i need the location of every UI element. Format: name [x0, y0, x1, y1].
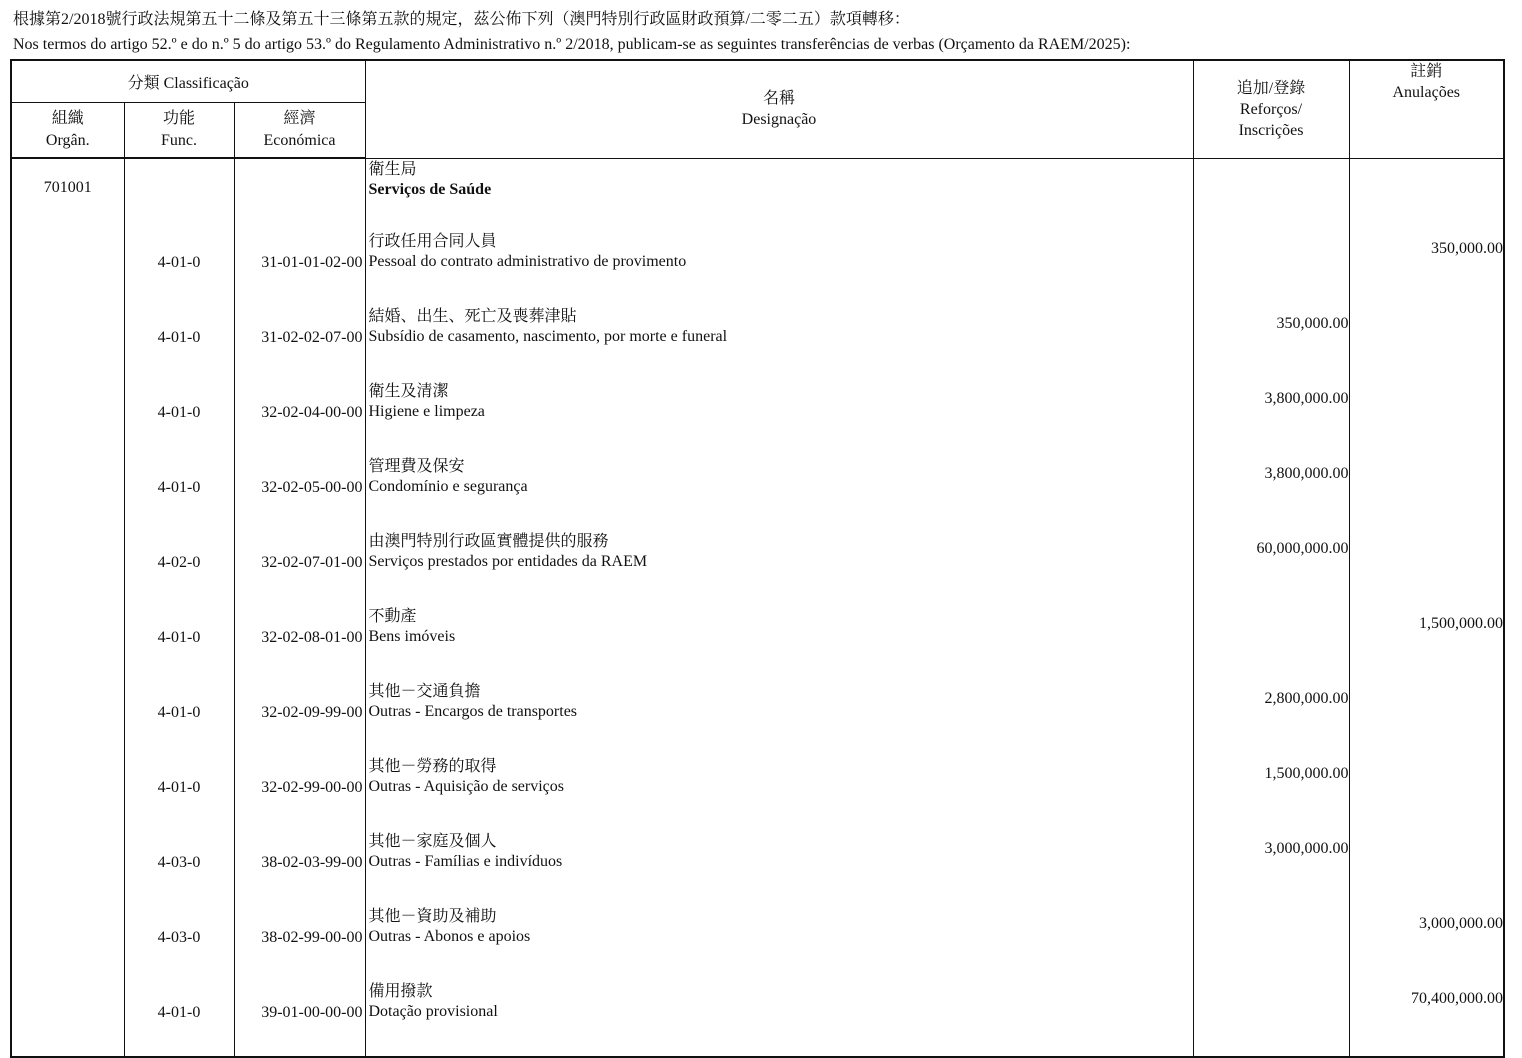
table-row — [11, 231, 1504, 306]
cancellation-amount: 3,000,000.00 — [1349, 906, 1504, 981]
designation-cell — [365, 981, 1193, 1057]
designation-zh: 備用撥款 — [368, 983, 433, 1000]
reinforcement-amount — [1193, 906, 1349, 981]
economic-code: 38-02-99-00-00 — [234, 906, 365, 981]
budget-transfer-table — [10, 59, 1505, 1058]
organ-cell — [11, 531, 124, 606]
organ-designation — [365, 158, 1193, 231]
cancellation-amount: 1,500,000.00 — [1349, 606, 1504, 681]
cancellations-header-pt: Anulações — [1392, 84, 1461, 101]
economic-code: 32-02-08-01-00 — [234, 606, 365, 681]
economic-code: 32-02-07-01-00 — [234, 531, 365, 606]
designation-cell — [365, 831, 1193, 906]
table-row — [11, 906, 1504, 981]
cancellations-header-zh: 註銷 — [1410, 63, 1443, 80]
function-code: 4-01-0 — [124, 756, 234, 831]
designation-zh: 衛生及清潔 — [368, 383, 449, 400]
cancellation-amount — [1349, 831, 1504, 906]
empty-cell — [124, 158, 234, 231]
function-header-pt: Func. — [161, 132, 197, 149]
designation-pt: Bens imóveis — [368, 628, 456, 645]
cancellation-amount — [1349, 456, 1504, 531]
organ-cell — [11, 231, 124, 306]
designation-zh: 由澳門特別行政區實體提供的服務 — [368, 533, 609, 550]
designation-header-zh: 名稱 — [762, 90, 795, 108]
table-header — [11, 60, 1504, 158]
function-code: 4-01-0 — [124, 306, 234, 381]
designation-pt: Outras - Abonos e apoios — [368, 928, 531, 945]
organ-name-pt: Serviços de Saúde — [368, 180, 492, 198]
organ-cell — [11, 681, 124, 756]
economic-code: 31-01-01-02-00 — [234, 231, 365, 306]
designation-pt: Serviços prestados por entidades da RAEM — [368, 553, 648, 570]
reinforcement-amount: 3,000,000.00 — [1193, 831, 1349, 906]
table-row — [11, 756, 1504, 831]
designation-pt: Higiene e limpeza — [368, 403, 485, 420]
reinforcement-amount — [1193, 606, 1349, 681]
designation-cell — [365, 681, 1193, 756]
designation-pt: Outras - Aquisição de serviços — [368, 778, 565, 795]
designation-pt: Outras - Encargos de transportes — [368, 703, 578, 720]
function-code: 4-02-0 — [124, 531, 234, 606]
reinforcement-amount: 3,800,000.00 — [1193, 381, 1349, 456]
table-row — [11, 381, 1504, 456]
designation-cell — [365, 381, 1193, 456]
designation-zh: 其他－交通負擔 — [368, 683, 481, 700]
organ-cell — [11, 756, 124, 831]
designation-zh: 其他－資助及補助 — [368, 908, 497, 925]
intro-chinese: 根據第2/2018號行政法規第五十二條及第五十三條第五款的規定，茲公佈下列（澳門特別行政區財政預算/二零二五）款項轉移： — [13, 11, 910, 28]
cancellation-amount — [1349, 531, 1504, 606]
table-row — [11, 531, 1504, 606]
reinforcements-header-zh: 追加/登錄 — [1236, 79, 1306, 97]
table-body — [11, 158, 1504, 1057]
cancellation-amount: 350,000.00 — [1349, 231, 1504, 306]
cancellation-amount — [1349, 381, 1504, 456]
organ-name-zh: 衛生局 — [368, 160, 417, 178]
function-header — [124, 103, 234, 159]
reinforcements-header-pt1: Reforços/ — [1239, 100, 1303, 118]
designation-zh: 其他－家庭及個人 — [368, 833, 497, 850]
reinforcement-amount: 1,500,000.00 — [1193, 756, 1349, 831]
economic-code: 38-02-03-99-00 — [234, 831, 365, 906]
table-row — [11, 681, 1504, 756]
designation-pt: Pessoal do contrato administrativo de provimento — [368, 253, 687, 270]
organ-cell — [11, 606, 124, 681]
organ-code: 701001 — [11, 158, 124, 231]
designation-pt: Outras - Famílias e indivíduos — [368, 853, 563, 870]
designation-header-pt: Designação — [741, 111, 817, 129]
function-code: 4-01-0 — [124, 681, 234, 756]
reinforcement-amount — [1193, 981, 1349, 1057]
economic-header-zh: 經濟 — [283, 110, 316, 127]
designation-cell — [365, 531, 1193, 606]
function-code: 4-03-0 — [124, 906, 234, 981]
reinforcement-amount: 2,800,000.00 — [1193, 681, 1349, 756]
organ-header-zh: 組織 — [51, 110, 84, 127]
cancellation-amount — [1349, 681, 1504, 756]
table-row — [11, 306, 1504, 381]
economic-code: 32-02-04-00-00 — [234, 381, 365, 456]
organ-cell — [11, 831, 124, 906]
organ-header-pt: Orgân. — [45, 132, 90, 149]
function-code: 4-01-0 — [124, 606, 234, 681]
function-header-zh: 功能 — [162, 110, 195, 127]
organ-cell — [11, 981, 124, 1057]
cancellation-amount — [1349, 756, 1504, 831]
empty-cell — [234, 158, 365, 231]
function-code: 4-01-0 — [124, 381, 234, 456]
organ-cell — [11, 456, 124, 531]
designation-pt: Condomínio e segurança — [368, 478, 528, 495]
economic-header-pt: Económica — [263, 132, 336, 149]
cancellation-amount: 70,400,000.00 — [1349, 981, 1504, 1057]
designation-pt: Dotação provisional — [368, 1003, 498, 1020]
function-code: 4-01-0 — [124, 231, 234, 306]
table-row — [11, 831, 1504, 906]
reinforcement-amount: 350,000.00 — [1193, 306, 1349, 381]
economic-code: 32-02-09-99-00 — [234, 681, 365, 756]
cancellations-header — [1349, 60, 1504, 158]
table-row — [11, 606, 1504, 681]
designation-cell — [365, 756, 1193, 831]
empty-cell — [1193, 158, 1349, 231]
organ-cell — [11, 306, 124, 381]
designation-pt: Subsídio de casamento, nascimento, por morte e funeral — [368, 328, 728, 345]
reinforcements-header-pt2: Inscrições — [1238, 121, 1304, 139]
function-code: 4-01-0 — [124, 981, 234, 1057]
reinforcement-amount — [1193, 231, 1349, 306]
designation-cell — [365, 606, 1193, 681]
intro-portuguese: Nos termos do artigo 52.º e do n.º 5 do artigo 53.º do Regulamento Administrativo n.º 2/2018, publicam-se as seguintes transferências de verbas (Orçamento da RAEM/2025): — [13, 36, 1131, 53]
economic-code: 39-01-00-00-00 — [234, 981, 365, 1057]
cancellation-amount — [1349, 306, 1504, 381]
designation-header — [365, 60, 1193, 158]
designation-cell — [365, 231, 1193, 306]
reinforcements-header — [1193, 60, 1349, 158]
reinforcement-amount: 3,800,000.00 — [1193, 456, 1349, 531]
organ-header — [11, 103, 124, 159]
reinforcement-amount: 60,000,000.00 — [1193, 531, 1349, 606]
designation-zh: 管理費及保安 — [368, 458, 465, 475]
economic-code: 31-02-02-07-00 — [234, 306, 365, 381]
designation-zh: 行政任用合同人員 — [368, 233, 497, 250]
designation-cell — [365, 306, 1193, 381]
economic-code: 32-02-05-00-00 — [234, 456, 365, 531]
designation-cell — [365, 456, 1193, 531]
function-code: 4-03-0 — [124, 831, 234, 906]
economic-code: 32-02-99-00-00 — [234, 756, 365, 831]
empty-cell — [1349, 158, 1504, 231]
designation-zh: 其他－勞務的取得 — [368, 758, 497, 775]
designation-zh: 結婚、出生、死亡及喪葬津貼 — [368, 308, 577, 325]
classification-header: 分類 Classificação — [11, 60, 365, 103]
organ-row — [11, 158, 1504, 231]
function-code: 4-01-0 — [124, 456, 234, 531]
economic-header — [234, 103, 365, 159]
designation-zh: 不動產 — [368, 608, 417, 625]
designation-cell — [365, 906, 1193, 981]
table-row — [11, 456, 1504, 531]
organ-cell — [11, 381, 124, 456]
organ-cell — [11, 906, 124, 981]
table-row — [11, 981, 1504, 1057]
